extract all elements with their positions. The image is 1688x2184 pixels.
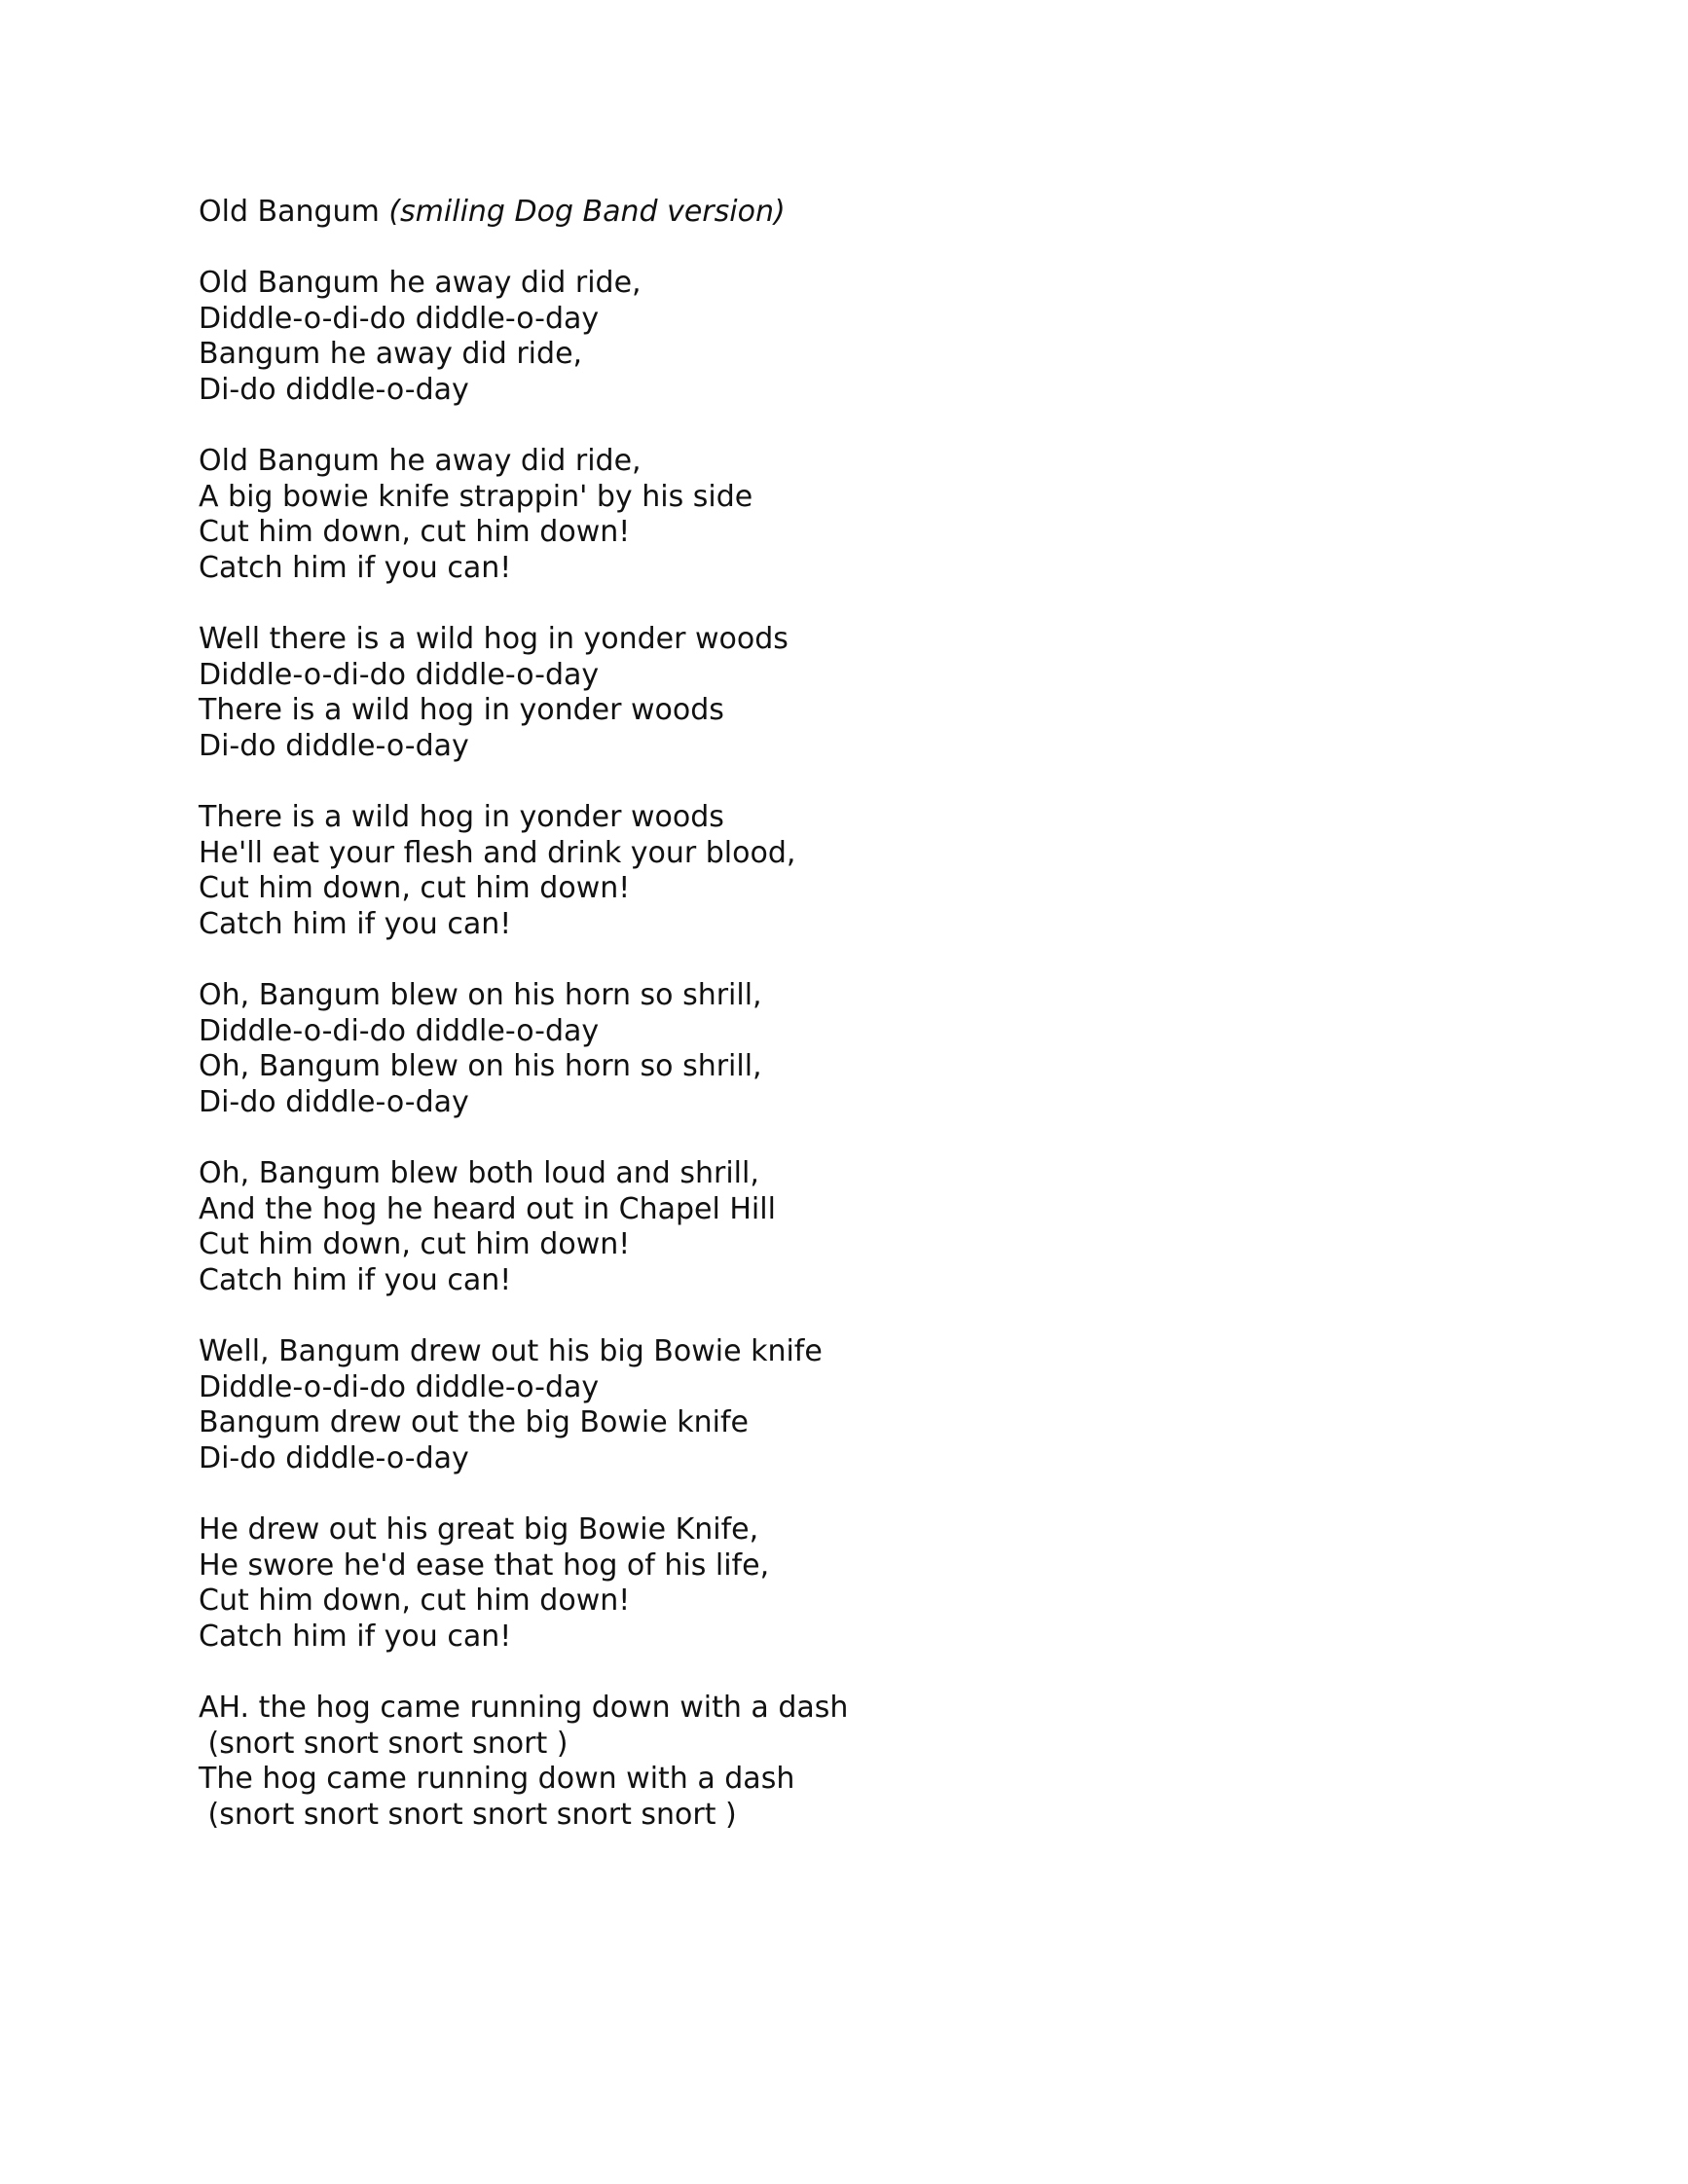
- stanza-1: [199, 266, 1464, 408]
- lyric-line: Diddle-o-di-do diddle-o-day: [199, 301, 600, 336]
- lyric-line: Diddle-o-di-do diddle-o-day: [199, 1013, 600, 1048]
- lyrics-body: [199, 195, 1464, 1869]
- lyric-line: Di-do diddle-o-day: [199, 728, 469, 763]
- lyric-line: AH. the hog came running down with a dash: [199, 1690, 849, 1725]
- song-title-line: [199, 195, 1464, 231]
- song-subtitle: (smiling Dog Band version): [388, 195, 786, 229]
- lyric-line: He drew out his great big Bowie Knife,: [199, 1511, 759, 1547]
- lyric-line: Catch him if you can!: [199, 906, 512, 941]
- lyric-line: Old Bangum he away did ride,: [199, 266, 642, 301]
- lyric-line: Cut him down, cut him down!: [199, 1583, 631, 1619]
- lyric-line: There is a wild hog in yonder woods: [199, 800, 724, 835]
- stanza-6: [199, 1156, 1464, 1298]
- stanza-4: [199, 800, 1464, 942]
- lyric-line: He'll eat your flesh and drink your blood,: [199, 835, 796, 870]
- lyric-line: Catch him if you can!: [199, 1262, 512, 1297]
- lyric-line: He swore he'd ease that hog of his life,: [199, 1547, 770, 1583]
- lyric-line: The hog came running down with a dash: [199, 1762, 795, 1797]
- lyric-line: (snort snort snort snort ): [199, 1726, 569, 1761]
- lyric-line: Di-do diddle-o-day: [199, 1084, 469, 1119]
- stanza-9: [199, 1691, 1464, 1833]
- lyric-line: Cut him down, cut him down!: [199, 1227, 631, 1262]
- lyric-line: Oh, Bangum blew both loud and shrill,: [199, 1156, 759, 1191]
- lyric-line: Well, Bangum drew out his big Bowie knife: [199, 1334, 823, 1368]
- stanza-7: [199, 1334, 1464, 1476]
- lyric-line: Diddle-o-di-do diddle-o-day: [199, 1369, 600, 1404]
- lyric-line: Bangum drew out the big Bowie knife: [199, 1405, 749, 1440]
- lyric-line: Bangum he away did ride,: [199, 337, 583, 372]
- lyric-line: (snort snort snort snort snort snort ): [199, 1797, 737, 1832]
- lyric-line: Old Bangum he away did ride,: [199, 444, 642, 479]
- lyric-line: A big bowie knife strappin' by his side: [199, 479, 753, 514]
- stanza-8: [199, 1512, 1464, 1655]
- lyric-line: Cut him down, cut him down!: [199, 871, 631, 906]
- lyric-line: Catch him if you can!: [199, 1619, 512, 1654]
- lyric-line: There is a wild hog in yonder woods: [199, 693, 724, 728]
- lyric-line: Oh, Bangum blew on his horn so shrill,: [199, 1049, 762, 1084]
- lyric-line: Oh, Bangum blew on his horn so shrill,: [199, 978, 762, 1013]
- stanza-2: [199, 444, 1464, 586]
- stanza-5: [199, 978, 1464, 1120]
- lyric-line: Di-do diddle-o-day: [199, 1440, 469, 1475]
- lyric-line: Catch him if you can!: [199, 550, 512, 585]
- lyric-line: Well there is a wild hog in yonder woods: [199, 622, 789, 657]
- stanza-3: [199, 622, 1464, 764]
- lyric-line: Di-do diddle-o-day: [199, 372, 469, 407]
- lyric-line: And the hog he heard out in Chapel Hill: [199, 1191, 776, 1226]
- lyric-line: Cut him down, cut him down!: [199, 515, 631, 550]
- lyric-line: Diddle-o-di-do diddle-o-day: [199, 657, 600, 692]
- song-title: Old Bangum: [199, 195, 380, 229]
